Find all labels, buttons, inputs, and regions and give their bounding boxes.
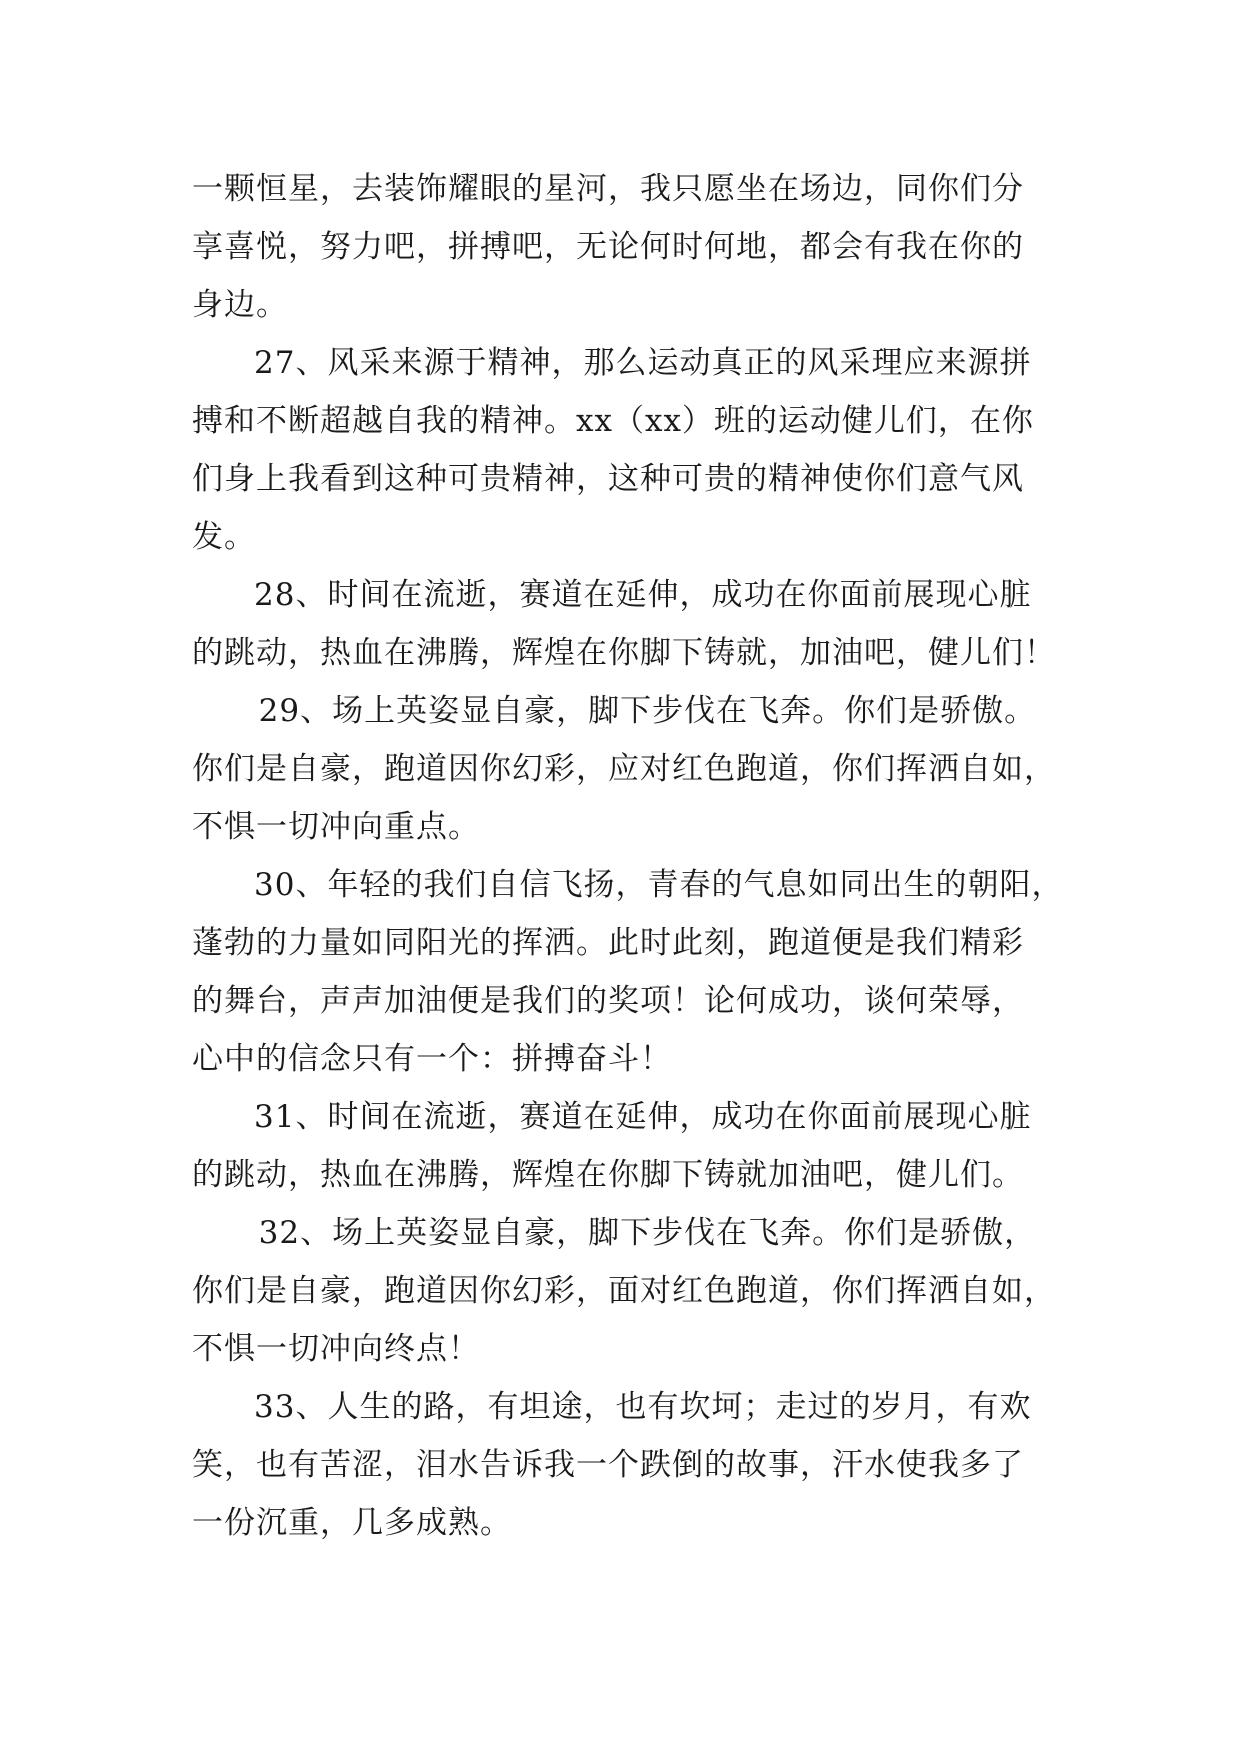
text-line: 33、人生的路，有坦途，也有坎坷；走过的岁月，有欢: [254, 1389, 1032, 1425]
text-line: 27、风采来源于精神，那么运动真正的风采理应来源拼: [254, 345, 1032, 381]
document-body: [192, 160, 1062, 1552]
paragraph-28: [192, 566, 1062, 682]
paragraph-30: [192, 856, 1062, 1088]
text-line: 29、场上英姿显自豪，脚下步伐在飞奔。你们是骄傲。: [258, 693, 1037, 729]
paragraph-32: [192, 1204, 1062, 1378]
paragraph-27: [192, 334, 1062, 566]
text-line: 你们是自豪，跑道因你幻彩，应对红色跑道，你们挥洒自如，: [192, 751, 1056, 787]
text-line: 不惧一切冲向终点！: [192, 1331, 480, 1367]
text-line: 身边。: [192, 287, 288, 323]
text-line: 一颗恒星，去装饰耀眼的星河，我只愿坐在场边，同你们分: [192, 171, 1024, 207]
text-line: 不惧一切冲向重点。: [192, 809, 480, 845]
text-line: 30、年轻的我们自信飞扬，青春的气息如同出生的朝阳，: [254, 867, 1064, 903]
text-line: 32、场上英姿显自豪，脚下步伐在飞奔。你们是骄傲，: [258, 1215, 1037, 1251]
text-line: 心中的信念只有一个：拼搏奋斗！: [192, 1041, 672, 1077]
text-line: 笑，也有苦涩，泪水告诉我一个跌倒的故事，汗水使我多了: [192, 1447, 1024, 1483]
paragraph-31: [192, 1088, 1062, 1204]
paragraph-continuation: [192, 160, 1062, 334]
text-line: 你们是自豪，跑道因你幻彩，面对红色跑道，你们挥洒自如，: [192, 1273, 1056, 1309]
text-line: 蓬勃的力量如同阳光的挥洒。此时此刻，跑道便是我们精彩: [192, 925, 1024, 961]
paragraph-33: [192, 1378, 1062, 1552]
text-line: 28、时间在流逝，赛道在延伸，成功在你面前展现心脏: [254, 577, 1032, 613]
paragraph-29: [192, 682, 1062, 856]
text-line: 的舞台，声声加油便是我们的奖项！论何成功，谈何荣辱，: [192, 983, 1024, 1019]
text-line: 一份沉重，几多成熟。: [192, 1505, 512, 1541]
text-line: 发。: [192, 519, 256, 555]
text-line: 们身上我看到这种可贵精神，这种可贵的精神使你们意气风: [192, 461, 1024, 497]
text-line: 31、时间在流逝，赛道在延伸，成功在你面前展现心脏: [254, 1099, 1032, 1135]
text-line: 享喜悦，努力吧，拼搏吧，无论何时何地，都会有我在你的: [192, 229, 1024, 265]
text-line: 的跳动，热血在沸腾，辉煌在你脚下铸就，加油吧，健儿们！: [192, 635, 1056, 671]
text-line: 搏和不断超越自我的精神。xx（xx）班的运动健儿们，在你: [192, 403, 1034, 439]
text-line: 的跳动，热血在沸腾，辉煌在你脚下铸就加油吧，健儿们。: [192, 1157, 1024, 1193]
